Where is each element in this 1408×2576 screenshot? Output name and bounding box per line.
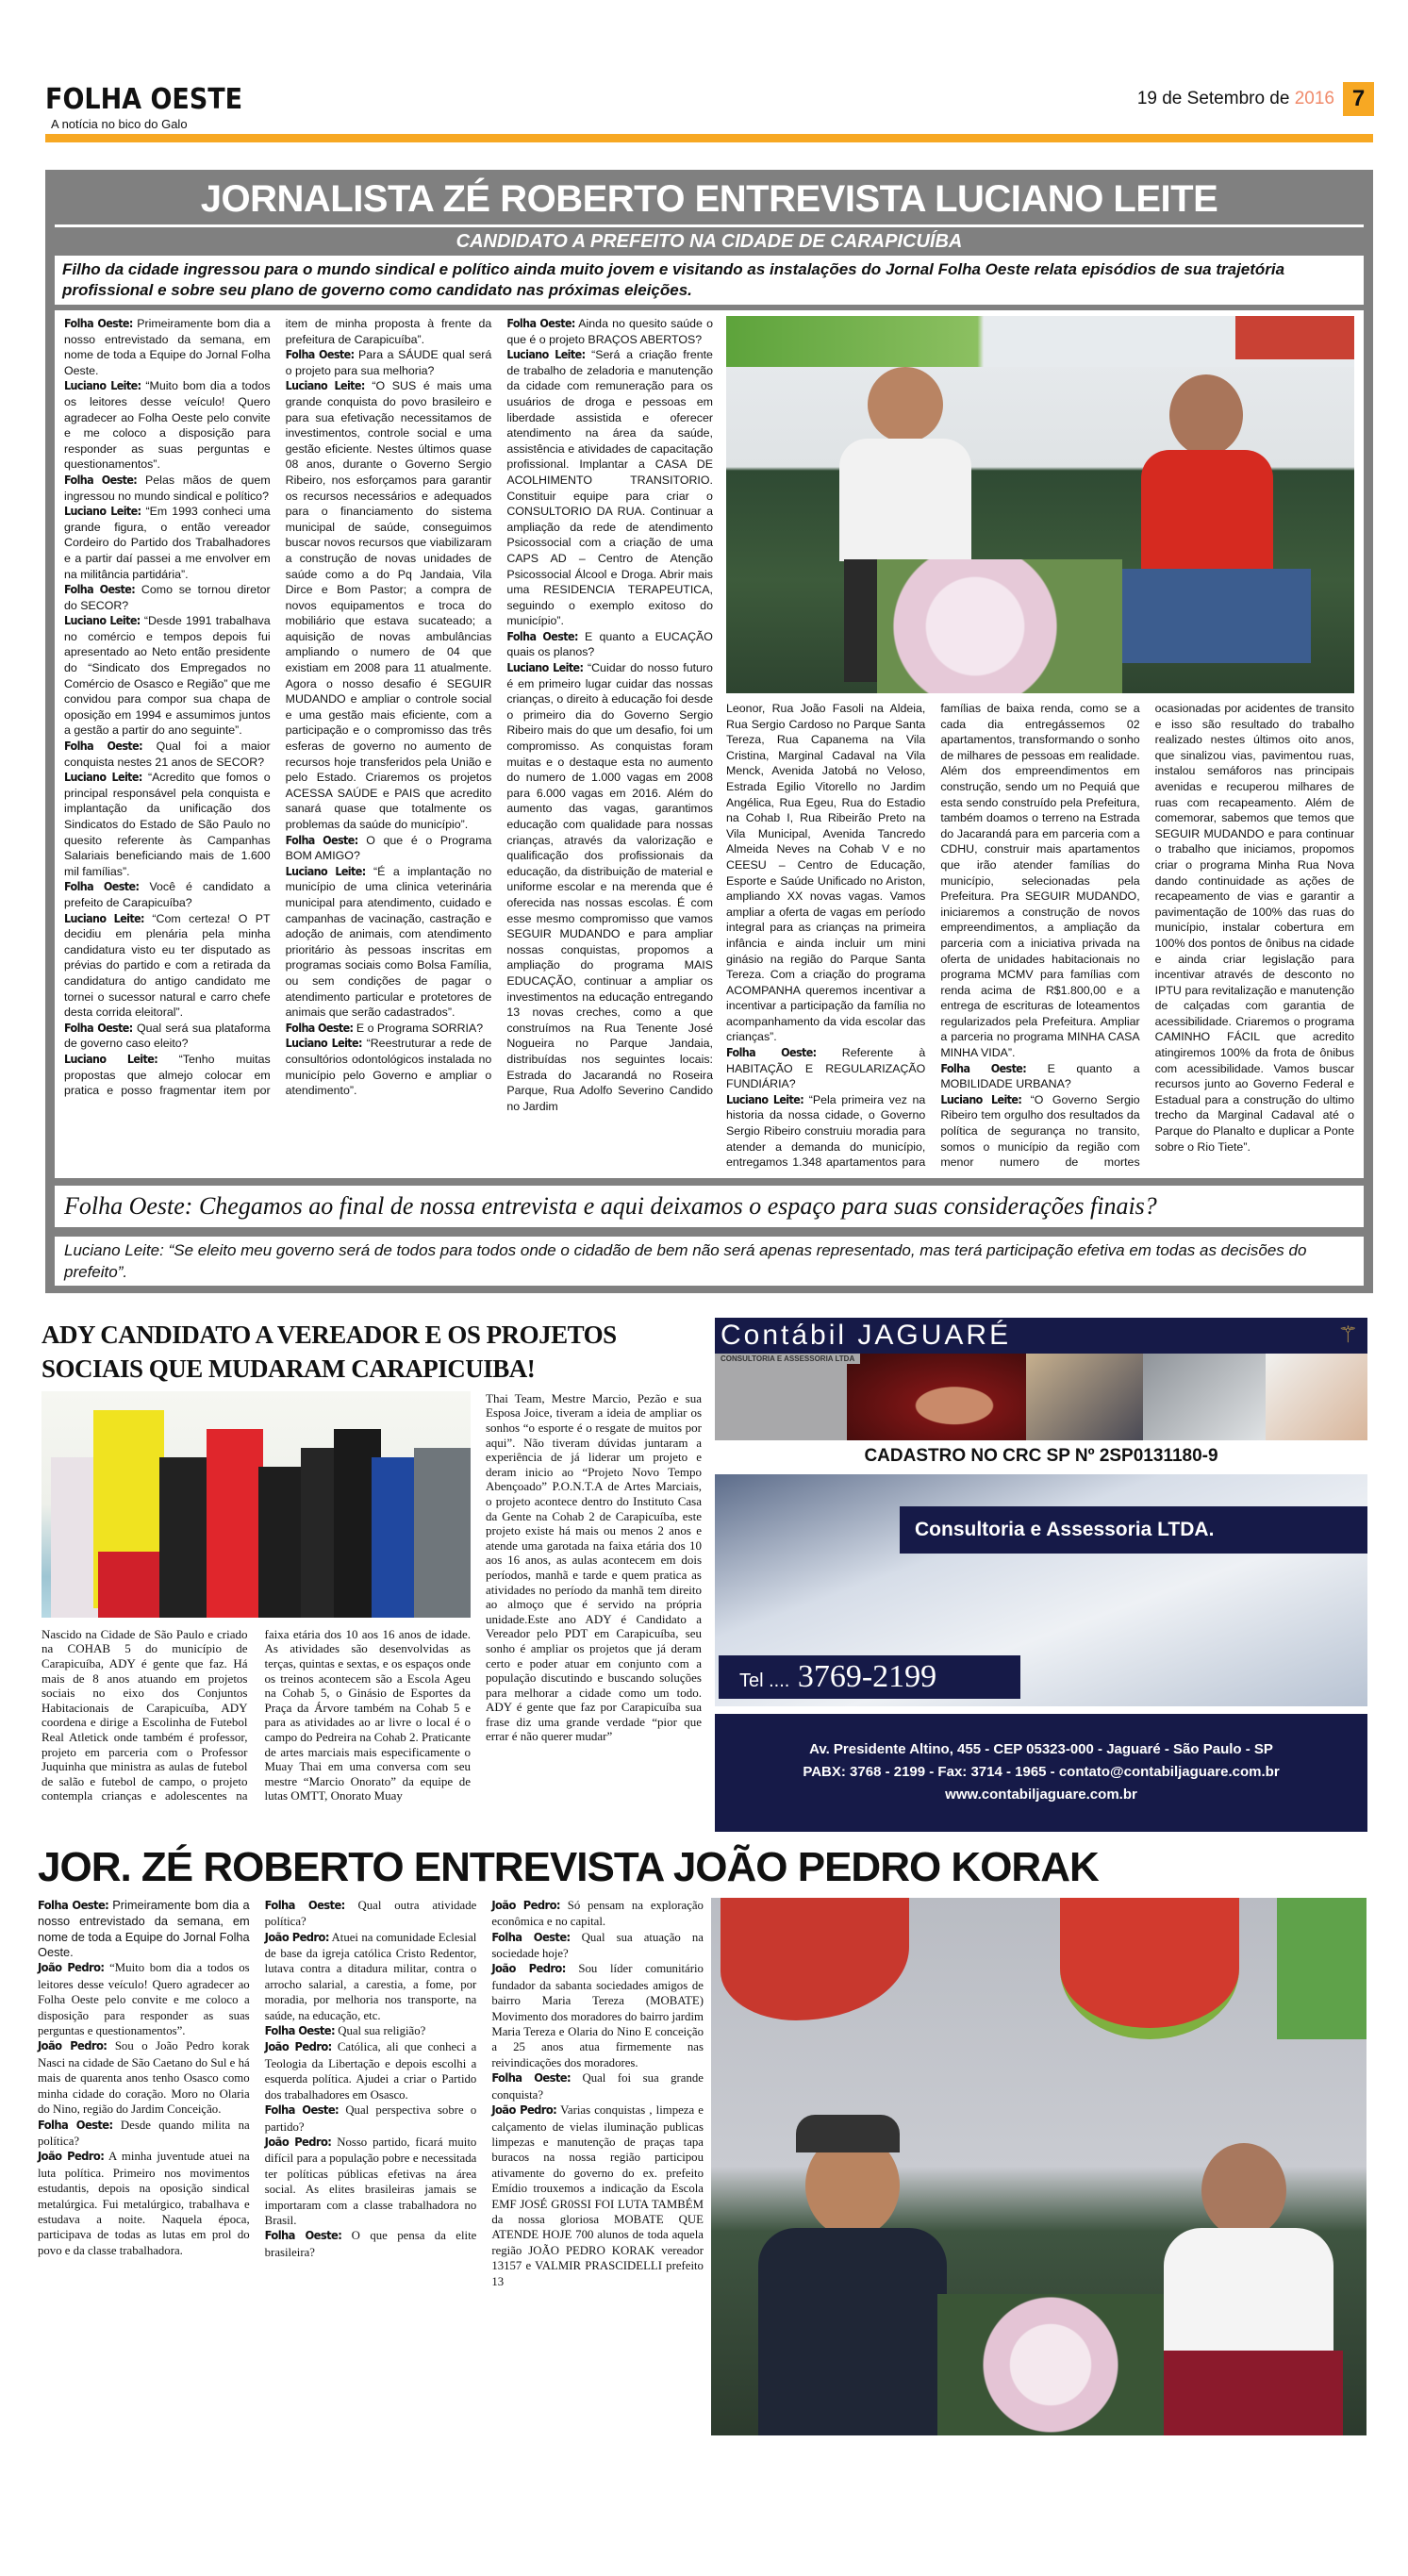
ady-headline-line1: ADY CANDIDATO A VEREADOR E OS PROJETOS xyxy=(41,1320,617,1349)
paragraph xyxy=(486,1391,702,1744)
paragraph-text: Qual sua religião? xyxy=(338,2024,426,2038)
paragraph xyxy=(265,2102,477,2135)
writing-hand-image xyxy=(1266,1354,1367,1440)
paragraph xyxy=(64,911,271,1021)
ady-headline-line2: SOCIAIS QUE MUDARAM CARAPICUIBA! xyxy=(41,1354,536,1383)
paragraph-text: Thai Team, Mestre Marcio, Pezão e sua Esposa Joice, tiveram a ideia de ampliar os sonhos “o esporte é o resgate de muitos por aqui”. Não tiveram dúvidas juntaram a experiência de já liderar um projeto e deram inicio ao “Projeto Novo Tempo Abençoado” P.O.N.T.A de Artes Marciais, o projeto acontece dentro do Instituto Casa da Gente na Cohab 2 de Carapicuíba, este projeto existe há mais ou menos 2 anos e atende uma garotada na faixa etária dos 10 aos 16 anos, as aulas acontecem em dois períodos, manhã e tarde e quem pratica as atividades no período da manhã tem direito ao almoço que é servido na própria unidade.Este ano ADY é Candidato a Vereador pelo PDT em Carapicuíba, seu sonho é ampliar os projetos que já deram certo e poder atuar em conjunto com a população discutindo e buscando soluções para melhorar a cidade como um todo. ADY é gente que faz por Carapicuíba sua frase diz uma grande verdade “pior que errar é não querer mudar” xyxy=(486,1390,702,1744)
paragraph-text: “Muito bom dia a todos os leitores desse veículo! Quero agradecer ao Folha Oeste pelo convite e me coloco a disposição para responder as suas perguntas e questionamentos”. xyxy=(64,379,271,472)
speaker-label: Folha Oeste: xyxy=(38,1898,109,1913)
paragraph-text: “Em 1993 conheci uma grande figura, o então vereador Cordeiro do Partido dos Trabalhadores e a partir daí passei a me envolver em na militância partidária”. xyxy=(64,505,271,581)
ad-brand: Contábil JAGUARÉ xyxy=(715,1318,1367,1354)
paragraph xyxy=(64,770,271,879)
speaker-label: João Pedro: xyxy=(491,2103,557,2119)
header-rule xyxy=(45,134,1373,142)
paragraph-text: Ainda no quesito saúde o que é o projeto BRAÇOS ABERTOS? xyxy=(506,317,713,346)
speaker-label: Luciano Leite: xyxy=(726,1091,804,1106)
ad-website[interactable]: www.contabiljaguare.com.br xyxy=(945,1786,1137,1803)
ad-brand-sub: CONSULTORIA E ASSESSORIA LTDA xyxy=(715,1354,860,1364)
ad-phone-number: 3769-2199 xyxy=(797,1658,937,1694)
paragraph-text: Nosso partido, ficará muito difícil para a população pobre e necessitada ter políticas públicas efetivas na área social. As elites brasileiras jamais se importaram com a classe trabalhadora no Brasil. xyxy=(264,2135,477,2227)
paragraph xyxy=(64,1021,271,1052)
title-divider xyxy=(55,224,1364,227)
paragraph-text: “Reestruturar a rede de consultórios odontológicos instalada no município pelo Governo e ampliar o atendimento”. xyxy=(285,1037,492,1098)
paragraph-text: “O Governo Sergio Ribeiro tem orgulho dos resultados da política de segurança no transito, somos o município da região com menor numero de mortes ocasionadas por acidentes de transito e isso são resultado do trabalho realizado nestes últimos oito anos, que sinalizou vias, pavimentou ruas, instalou semáforos nas principais avenidas e recuperou milhares de ruas com recapeamento. Além de comemorar, sabemos que temos que SEGUIR MUDANDO e para continuar o trabalho que iniciamos, propomos criar o programa Minha Rua Nova dando continuidade as ações de recapeamento de vias e garantir a pavimentação de 100% das ruas do município, instalar cobertura em 100% dos pontos de ônibus na cidade e ainda criar legislação para incentivar através de desconto no IPTU para revitalização e manutenção de calçadas com garantia de acessibilidade. Criaremos o programa CAMINHO FÁCIL que acredito atingiremos 100% da frota de ônibus com acessibilidade. Vamos buscar recursos junto ao Governo Federal e Estadual para a construção do ultimo trecho da Marginal Cadaval até o Parque do Planalto e duplicar a Ponte sobre o Rio Tiete”. xyxy=(940,702,1354,1170)
paragraph-text: “Acredito que fomos o principal responsável pela conquista e implantação da unificação dos Sindicatos do Estado de São Paulo no quesito referente às Campanhas Salariais beneficiando mais de 1.600 mil famílias”. xyxy=(64,771,271,878)
korak-article xyxy=(38,1841,1373,2435)
paragraph xyxy=(940,1061,1139,1092)
ad-phone xyxy=(719,1655,1020,1699)
ady-group-photo xyxy=(41,1391,471,1618)
paragraph-text: Só pensam na exploração econômica e no capital. xyxy=(491,1898,704,1929)
speaker-label: Folha Oeste: xyxy=(491,1930,571,1945)
ad-phone-prefix: Tel .... xyxy=(739,1670,790,1691)
paragraph xyxy=(286,1036,492,1098)
paragraph-text: Atuei na comunidade Eclesial de base da igreja católica Cristo Redentor, lutava contra a ditadura militar, contra o arrocho salarial, a carestia, a fome, por moradia, por melhoria nos transporte, na saúde, na educação, etc. xyxy=(264,1930,477,2022)
speaker-label: Folha Oeste: xyxy=(64,879,140,894)
paragraph-text: Qual foi sua grande conquista? xyxy=(491,2071,704,2102)
date-text: 19 de Setembro de xyxy=(1136,89,1295,108)
speaker-label: Folha Oeste: xyxy=(64,472,138,487)
speaker-label: João Pedro: xyxy=(264,2040,332,2055)
article-title: JORNALISTA ZÉ ROBERTO ENTREVISTA LUCIANO LEITE xyxy=(200,178,1218,220)
masthead-tagline: A notícia no bico do Galo xyxy=(51,117,188,131)
speaker-label: Luciano Leite: xyxy=(285,378,365,393)
speaker-label: Folha Oeste: xyxy=(285,347,355,362)
page-content xyxy=(0,170,1408,2435)
ad-address: Av. Presidente Altino, 455 - CEP 05323-000 - Jaguaré - São Paulo - SP xyxy=(809,1740,1273,1757)
article-columns-right xyxy=(726,701,1354,1171)
interview-photo xyxy=(726,316,1354,693)
final-answer: Luciano Leite: “Se eleito meu governo será de todos para todos onde o cidadão de bem não será apenas representado, mas terá participação efetiva em todas as decisões do prefeito”. xyxy=(55,1237,1364,1286)
ady-article xyxy=(41,1318,702,1803)
paragraph-text: Qual perspectiva sobre o partido? xyxy=(264,2103,477,2134)
article-frame xyxy=(45,170,1373,1293)
paragraph xyxy=(506,316,713,347)
paragraph xyxy=(726,701,925,1045)
paragraph xyxy=(64,473,271,504)
paragraph-text: “Será a criação frente de trabalho de zeladoria e manutenção da cidade com remuneração para os usuários de droga e pessoas em liberdade assistida e oferecer atendimento na área da saúde, assistência e atividades de capacitação profissional. Implantar a CASA DE ACOLHIMENTO TRANSITORIO. Constituir equipe para criar o CONSULTORIO DA RUA. Continuar a ampliação da rede de atendimento Psicossocial com a criação de uma CAPS AD – Centro de Atenção Psicossocial Álcool e Droga. Abrir mais uma RESIDENCIA TERAPEUTICA, seguindo o exemplo exitoso do município”. xyxy=(506,348,713,628)
paragraph xyxy=(64,378,271,473)
paragraph-text: Desde quando milita na política? xyxy=(38,2118,250,2148)
korak-interview-photo xyxy=(711,1898,1367,2435)
paragraph-text: “É a implantação no município de uma clinica veterinária municipal para atendimento, cuidado e campanhas de vacinação, castração e adoção de animais, com atendimento prioritário às pessoas inscritas em programas sociais como Bolsa Família, ou sem condições de pagar o atendimento particular e protetores de animais que serão cadastrados”. xyxy=(285,864,492,1020)
caduceus-icon: ⚚ xyxy=(1337,1321,1358,1348)
paragraph-text: “Desde 1991 trabalhava no comércio e tempos depois fui apresentado ao Neto então presidente do “Sindicato dos Empregados no Comércio de Osasco e Região” que me convidou para compor sua chapa de oposição em 1994 e assumimos juntos a gestão a partir do ano seguinte”. xyxy=(64,614,271,738)
speaker-label: Folha Oeste: xyxy=(64,582,136,597)
speaker-label: João Pedro: xyxy=(264,2135,332,2150)
speaker-label: Luciano Leite: xyxy=(64,770,142,785)
speaker-label: Folha Oeste: xyxy=(285,832,358,847)
paragraph-text: Qual será sua plataforma de governo caso eleito? xyxy=(64,1021,271,1051)
paragraph xyxy=(64,739,271,770)
paragraph-text: “Muito bom dia a todos os leitores desse veículo! Quero agradecer ao Folha Oeste pelo convite e me coloco a disposição para responder as suas perguntas e questionamentos”. xyxy=(38,1961,250,2038)
paragraph xyxy=(265,2135,477,2228)
speaker-label: Folha Oeste: xyxy=(264,2229,342,2244)
paragraph xyxy=(38,1960,250,2038)
final-question xyxy=(55,1186,1364,1227)
paragraph-text: Qual sua atuação na sociedade hoje? xyxy=(491,1930,704,1961)
speaker-label: Folha Oeste: xyxy=(285,1020,354,1035)
ady-text-right xyxy=(486,1391,702,1803)
paragraph-text: “O SUS é mais uma grande conquista do povo brasileiro e para sua efetivação necessitamos de investimentos, controle social e uma gestão eficiente. Nestes últimos quase 08 anos, durante o Governo Sergio Ribeiro, nos esforçamos para garantir os recursos necessários e adequados para o financiamento do sistema municipal de saúde, conseguimos buscar novos recursos que viabilizaram a construção de novas unidades de saúde como a do Pq Jandaia, Vila Dirce e Bom Pastor; a compra de novos equipamentos e troca do mobiliário que estava sucateado; a aquisição de novas ambulâncias ampliando o numero de 04 que existiam em 2008 para 11 atualmente. Agora o nosso desafio é SEGUIR MUDANDO e ampliar o controle social e uma gestão mais eficiente, com a participação e o compromisso das três esferas de governo no aumento de recursos hoje transferidos pela União e pelo Estado. Criaremos os projetos ACESSA SAÚDE e PAIS que acredito sanará quase que totalmente os problemas da saúde do município”. xyxy=(285,379,492,831)
speaker-label: Luciano Leite: xyxy=(64,1051,158,1066)
paragraph xyxy=(286,1021,492,1037)
speaker-label: João Pedro: xyxy=(38,2150,105,2165)
paragraph-text: Qual foi a maior conquista nestes 21 anos de SECOR? xyxy=(64,740,271,769)
ad-contacts: PABX: 3768 - 2199 - Fax: 3714 - 1965 - contato@contabiljaguare.com.br xyxy=(803,1763,1280,1780)
paragraph xyxy=(491,1930,704,1962)
ady-headline xyxy=(41,1318,702,1386)
speaker-label: Folha Oeste: xyxy=(506,316,575,330)
article-subtitle: CANDIDATO A PREFEITO NA CIDADE DE CARAPICUÍBA xyxy=(456,231,963,252)
paragraph xyxy=(265,1898,477,1930)
paragraph xyxy=(64,582,271,613)
business-people-image xyxy=(1026,1354,1143,1440)
speaker-label: João Pedro: xyxy=(491,1962,566,1977)
korak-text-columns xyxy=(38,1898,704,2289)
paragraph-text: Nascido na Cidade de São Paulo e criado na COHAB 5 do município de Carapicuíba, ADY é gente que faz. Há mais de 8 anos atuando em projetos sociais no eixo dos Conjuntos Habitacionais de Carapicuíba, ADY coordena e dirige a Escolinha de Futebol Real Atletick onde também é professor, projeto em parceria com o Professor Juquinha que ministra as aulas de futebol de salão e futebol de campo, o projeto contempla crianças e adolescentes na faixa etária dos 10 aos 16 anos de idade. As atividades são desenvolvidas as terças, quintas e sextas, e os espaços onde os treinos acontecem são a Escola Ageu na Cohab 5, o Ginásio de Esportes da Praça da Árvore também na Cohab 5 e para as atividades ao ar livre o local é o campo do Pedreira na Cohab 2. Praticante de artes marciais mais especificamente o Muay Thai em uma conversa com seu mestre “Marcio Onorato” da equipe de lutas OMTT, Onorato Muay xyxy=(41,1626,471,1803)
calculator-image xyxy=(1143,1354,1266,1440)
ady-and-ad-row xyxy=(41,1318,1367,1832)
paragraph xyxy=(265,2039,477,2102)
paragraph xyxy=(64,316,271,378)
article-body xyxy=(55,310,1364,1178)
paragraph xyxy=(506,347,713,629)
speaker-label: Folha Oeste: xyxy=(64,316,133,330)
speaker-label: João Pedro: xyxy=(264,1930,329,1945)
ad-crc-registration: CADASTRO NO CRC SP Nº 2SP0131180-9 xyxy=(864,1445,1218,1466)
page-number: 7 xyxy=(1343,82,1374,116)
paragraph xyxy=(286,833,492,864)
ady-body xyxy=(41,1391,702,1803)
article-right-area xyxy=(726,316,1354,1171)
paragraph-text: Católica, ali que conheci a Teologia da Libertação e depois escolhi a esquerda política. Ajudei a criar o Partido dos trabalhadores em Osasco. xyxy=(264,2040,477,2102)
paragraph-text: E quanto a MOBILIDADE URBANA? xyxy=(940,1061,1140,1091)
paragraph-text: Sou líder comunitário fundador da sabanta sociedades amigos de bairro Maria Tereza (MOBATE) Movimento dos moradores do bairro jardim Maria Tereza e Olaria do Nino E conceição a 25 anos atua firmemente nas reivindicações dos moradores. xyxy=(491,1962,704,2069)
paragraph-text: “Tenho muitas propostas que almejo colocar em pratica e posso fragmentar item por item de minha proposta à frente da prefeitura de Carapicuíba”. xyxy=(64,317,492,1098)
speaker-label: Folha Oeste: xyxy=(38,2118,113,2133)
paragraph-text: E o Programa SORRIA? xyxy=(356,1021,484,1035)
speaker-label: Luciano Leite: xyxy=(64,613,141,628)
paragraph-text: Primeiramente bom dia a nosso entrevistado da semana, em nome de toda a Equipe do Jornal Folha Oeste. xyxy=(64,317,271,377)
speaker-label: João Pedro: xyxy=(38,2039,108,2054)
article-deck: Filho da cidade ingressou para o mundo sindical e político ainda muito jovem e visitando as instalações do Jornal Folha Oeste relata episódios de sua trajetória profissional e sobre seu plano de governo como candidato nas próximas eleições. xyxy=(55,256,1364,305)
speaker-label: Luciano Leite: xyxy=(506,660,584,675)
paragraph xyxy=(506,629,713,660)
paragraph-text: Primeiramente bom dia a nosso entrevistado da semana, em nome de toda a Equipe do Jornal Folha Oeste. xyxy=(38,1897,250,1960)
speaker-label: Luciano Leite: xyxy=(64,378,141,393)
paragraph-text: O que pensa da elite brasileira? xyxy=(264,2229,477,2259)
speaker-label: Folha Oeste: xyxy=(264,1898,345,1913)
paragraph xyxy=(265,2023,477,2039)
paragraph-text: Sou o João Pedro korak Nasci na cidade de São Caetano do Sul e há mais de quarenta anos tenho Osasco como minha cidade do coração. Moro no Olaria do Nino, região do Jardim Conceição. xyxy=(38,2039,250,2117)
speaker-label: Folha Oeste: xyxy=(506,628,578,643)
speaker-label: Luciano Leite: xyxy=(285,1036,362,1051)
issue-date xyxy=(1137,89,1334,109)
paragraph-text: Referente à HABITAÇÃO E REGULARIZAÇÃO FUNDIÁRIA? xyxy=(726,1046,926,1091)
paragraph xyxy=(38,2118,250,2150)
speaker-label: Luciano Leite: xyxy=(506,347,586,362)
paragraph-text: Varias conquistas , limpeza e calçamento de vielas iluminação publicas limpezas e manutenção de praças tapa buracos na nossa região participou ativamente do governo do ex. prefeito Emídio trouxemos a indicação da Escola EMF JOSÉ GR0SSI FOI LUTA TAMBÉM da nossa gloriosa MOBATE QUE ATENDE HOJE 700 alunos de toda aquela região JOÃO PEDRO KORAK vereador 13157 e VALMIR PRASCIDELLI prefeito 13 xyxy=(491,2103,704,2288)
speaker-label: Folha Oeste: xyxy=(64,1020,133,1035)
paragraph-text: Leonor, Rua João Fasoli na Aldeia, Rua Sergio Cardoso no Parque Santa Tereza, Rua Capanema na Vila Cristina, Marginal Cadaval na Vila Menck, Avenida Jatobá no Veloso, Estrada Egilio Vitorello no Jardim Angélica, Rua Egeu, Rua do Estadio na Cohab I, Rua Ribeirão Preto na Vila Municipal, Avenida Tancredo Almeida Neves na Cohab V e no CEESU – Centro de Educação, Esporte e Saúde Unificado no Ariston, ampliando XX novas vagas. Vamos ampliar a oferta de vagas em período integral para as crianças na primeira infância e ainda incluir um mini ginásio na região do Parque Santa Tereza. Com a criação do programa ACOMPANHA queremos incentivar a incentivar a participação da família no acompanhamento da vida escolar das crianças”. xyxy=(726,702,926,1044)
paragraph xyxy=(286,347,492,378)
paragraph xyxy=(265,1930,477,2023)
speaker-label: Folha Oeste: xyxy=(264,2024,335,2039)
paragraph-text: Para a SÁUDE qual será o projeto para sua melhoria? xyxy=(285,348,492,377)
paragraph-text: Você é candidato a prefeito de Carapicuíba? xyxy=(64,880,271,909)
paragraph-text: E quanto a EUCAÇÃO quais os planos? xyxy=(506,629,713,659)
paragraph-text: “Pela primeira vez na historia da nossa cidade, o Governo Sergio Ribeiro construiu moradia para atender a demanda do município, entregamos 1.348 apartamentos para famílias de baixa renda, como se a cada dia entregássemos 02 apartamentos, transformando o sonho de milhares de pessoas em realidade. Além dos empreendimentos em construção, sendo um no Pequiá que esta sendo construído pela Prefeitura, também doamos o terreno na Estrada do Jacarandá para em parceria com a CDHU, construir mais apartamentos que irão atender famílias do município, selecionadas pela Prefeitura. Pra SEGUIR MUDANDO, iniciaremos a construção de novos empreendimentos, a ampliação da parceria com a iniciativa privada na oferta de unidades habitacionais no programa MCMV para famílias com renda acima de R$1.800,00 e a entrega de escrituras de loteamentos regularizados pela Prefeitura. Ampliar a parceria no programa MINHA CASA MINHA VIDA”. xyxy=(726,702,1140,1170)
paragraph xyxy=(286,864,492,1021)
speaker-label: Luciano Leite: xyxy=(285,863,366,878)
paragraph xyxy=(506,660,713,1114)
handshake-image xyxy=(847,1354,1026,1440)
paragraph xyxy=(38,1898,250,1961)
paragraph xyxy=(64,613,271,739)
paragraph xyxy=(491,1898,704,1930)
speaker-label: Folha Oeste: xyxy=(491,2071,571,2086)
speaker-label: Folha Oeste: xyxy=(64,739,142,754)
paragraph xyxy=(286,378,492,832)
paragraph xyxy=(491,2070,704,2102)
paragraph-text: “Cuidar do nosso futuro é em primeiro lugar cuidar das nossas crianças, o direito à educação foi desde o primeiro dia do Governo Sergio Ribeiro mais do que um desafio, foi um compromisso. As conquistas foram muitas e o destaque esta no aumento do numero de 1.000 vagas em 2008 para 6.000 vagas em 2016. Além do aumento das vagas, garantimos educação com qualidade para nossas crianças, através da valorização e qualificação dos profissionais da educação, da distribuição de material e uniforme escolar e na merenda que é oferecida nas nossas escolas. É com esse mesmo compromisso que vamos SEGUIR MUDANDO e para ampliar nossas conquistas, propomos a ampliação do programa MAIS EDUCAÇÃO, continuar a ampliar os investimentos na educação entregando 13 novas creches, como a que construímos na Rua Tenente José Nogueira no Parque Jandaia, distribuídas nos seguintes locais: Estrada do Jacarandá no Roseira Parque, Rua Adolfo Severino Candido no Jardim xyxy=(506,661,713,1113)
paragraph xyxy=(38,2149,250,2258)
paragraph xyxy=(38,2038,250,2117)
masthead-logo: FOLHA OESTE xyxy=(45,83,243,116)
paragraph-text: Pelas mãos de quem ingressou no mundo sindical e político? xyxy=(64,473,271,503)
paragraph-text: Como se tornou diretor do SECOR? xyxy=(64,583,271,612)
korak-body xyxy=(38,1898,1373,2435)
ad-label: Consultoria e Assessoria LTDA. xyxy=(900,1506,1367,1554)
ad-photo-band xyxy=(715,1354,1367,1440)
paragraph xyxy=(41,1627,471,1803)
speaker-label: Folha Oeste: xyxy=(264,2103,340,2119)
speaker-label: João Pedro: xyxy=(491,1898,560,1913)
speaker-label: João Pedro: xyxy=(38,1961,105,1976)
paragraph-text: Qual outra atividade política? xyxy=(264,1898,477,1929)
korak-headline: JOR. ZÉ ROBERTO ENTREVISTA JOÃO PEDRO KORAK xyxy=(38,1843,1099,1890)
paragraph-text: “Com certeza! O PT decidiu em plenária pela minha candidatura visto eu ter disputado as prévias do partido e com a retirada da candidatura do antigo candidato me tornei o sucessor natural e carro chefe desta corrida eleitoral”. xyxy=(64,911,271,1020)
contabil-jaguare-ad[interactable] xyxy=(715,1318,1367,1832)
article-columns-left xyxy=(64,316,713,1114)
speaker-label: Folha Oeste: xyxy=(940,1060,1027,1075)
speaker-label: Luciano Leite: xyxy=(940,1091,1022,1106)
date-year: 2016 xyxy=(1294,89,1334,108)
paragraph xyxy=(64,504,271,582)
speaker-label: Luciano Leite: xyxy=(64,910,144,925)
ady-text-columns xyxy=(41,1627,471,1803)
paragraph xyxy=(726,1045,925,1092)
final-question-text: Folha Oeste: Chegamos ao final de nossa entrevista e aqui deixamos o espaço para suas considerações finais? xyxy=(64,1191,1157,1220)
speaker-label: Folha Oeste: xyxy=(726,1045,817,1060)
paragraph xyxy=(491,1961,704,2070)
paragraph xyxy=(491,2102,704,2289)
speaker-label: Luciano Leite: xyxy=(64,504,141,519)
ady-left xyxy=(41,1391,471,1803)
paragraph xyxy=(265,2228,477,2260)
paragraph xyxy=(64,879,271,910)
paragraph-text: A minha juventude atuei na luta política. Primeiro nos movimentos estudantis, depois na oposição sindical metalúrgica. Fui metalúrgico, trabalhava e estudava a noite. Naquela época, participava de todas as lutas em prol do povo e da classe trabalhadora. xyxy=(38,2150,250,2257)
ad-footer xyxy=(715,1714,1367,1832)
paragraph-text: O que é o Programa BOM AMIGO? xyxy=(285,833,492,863)
